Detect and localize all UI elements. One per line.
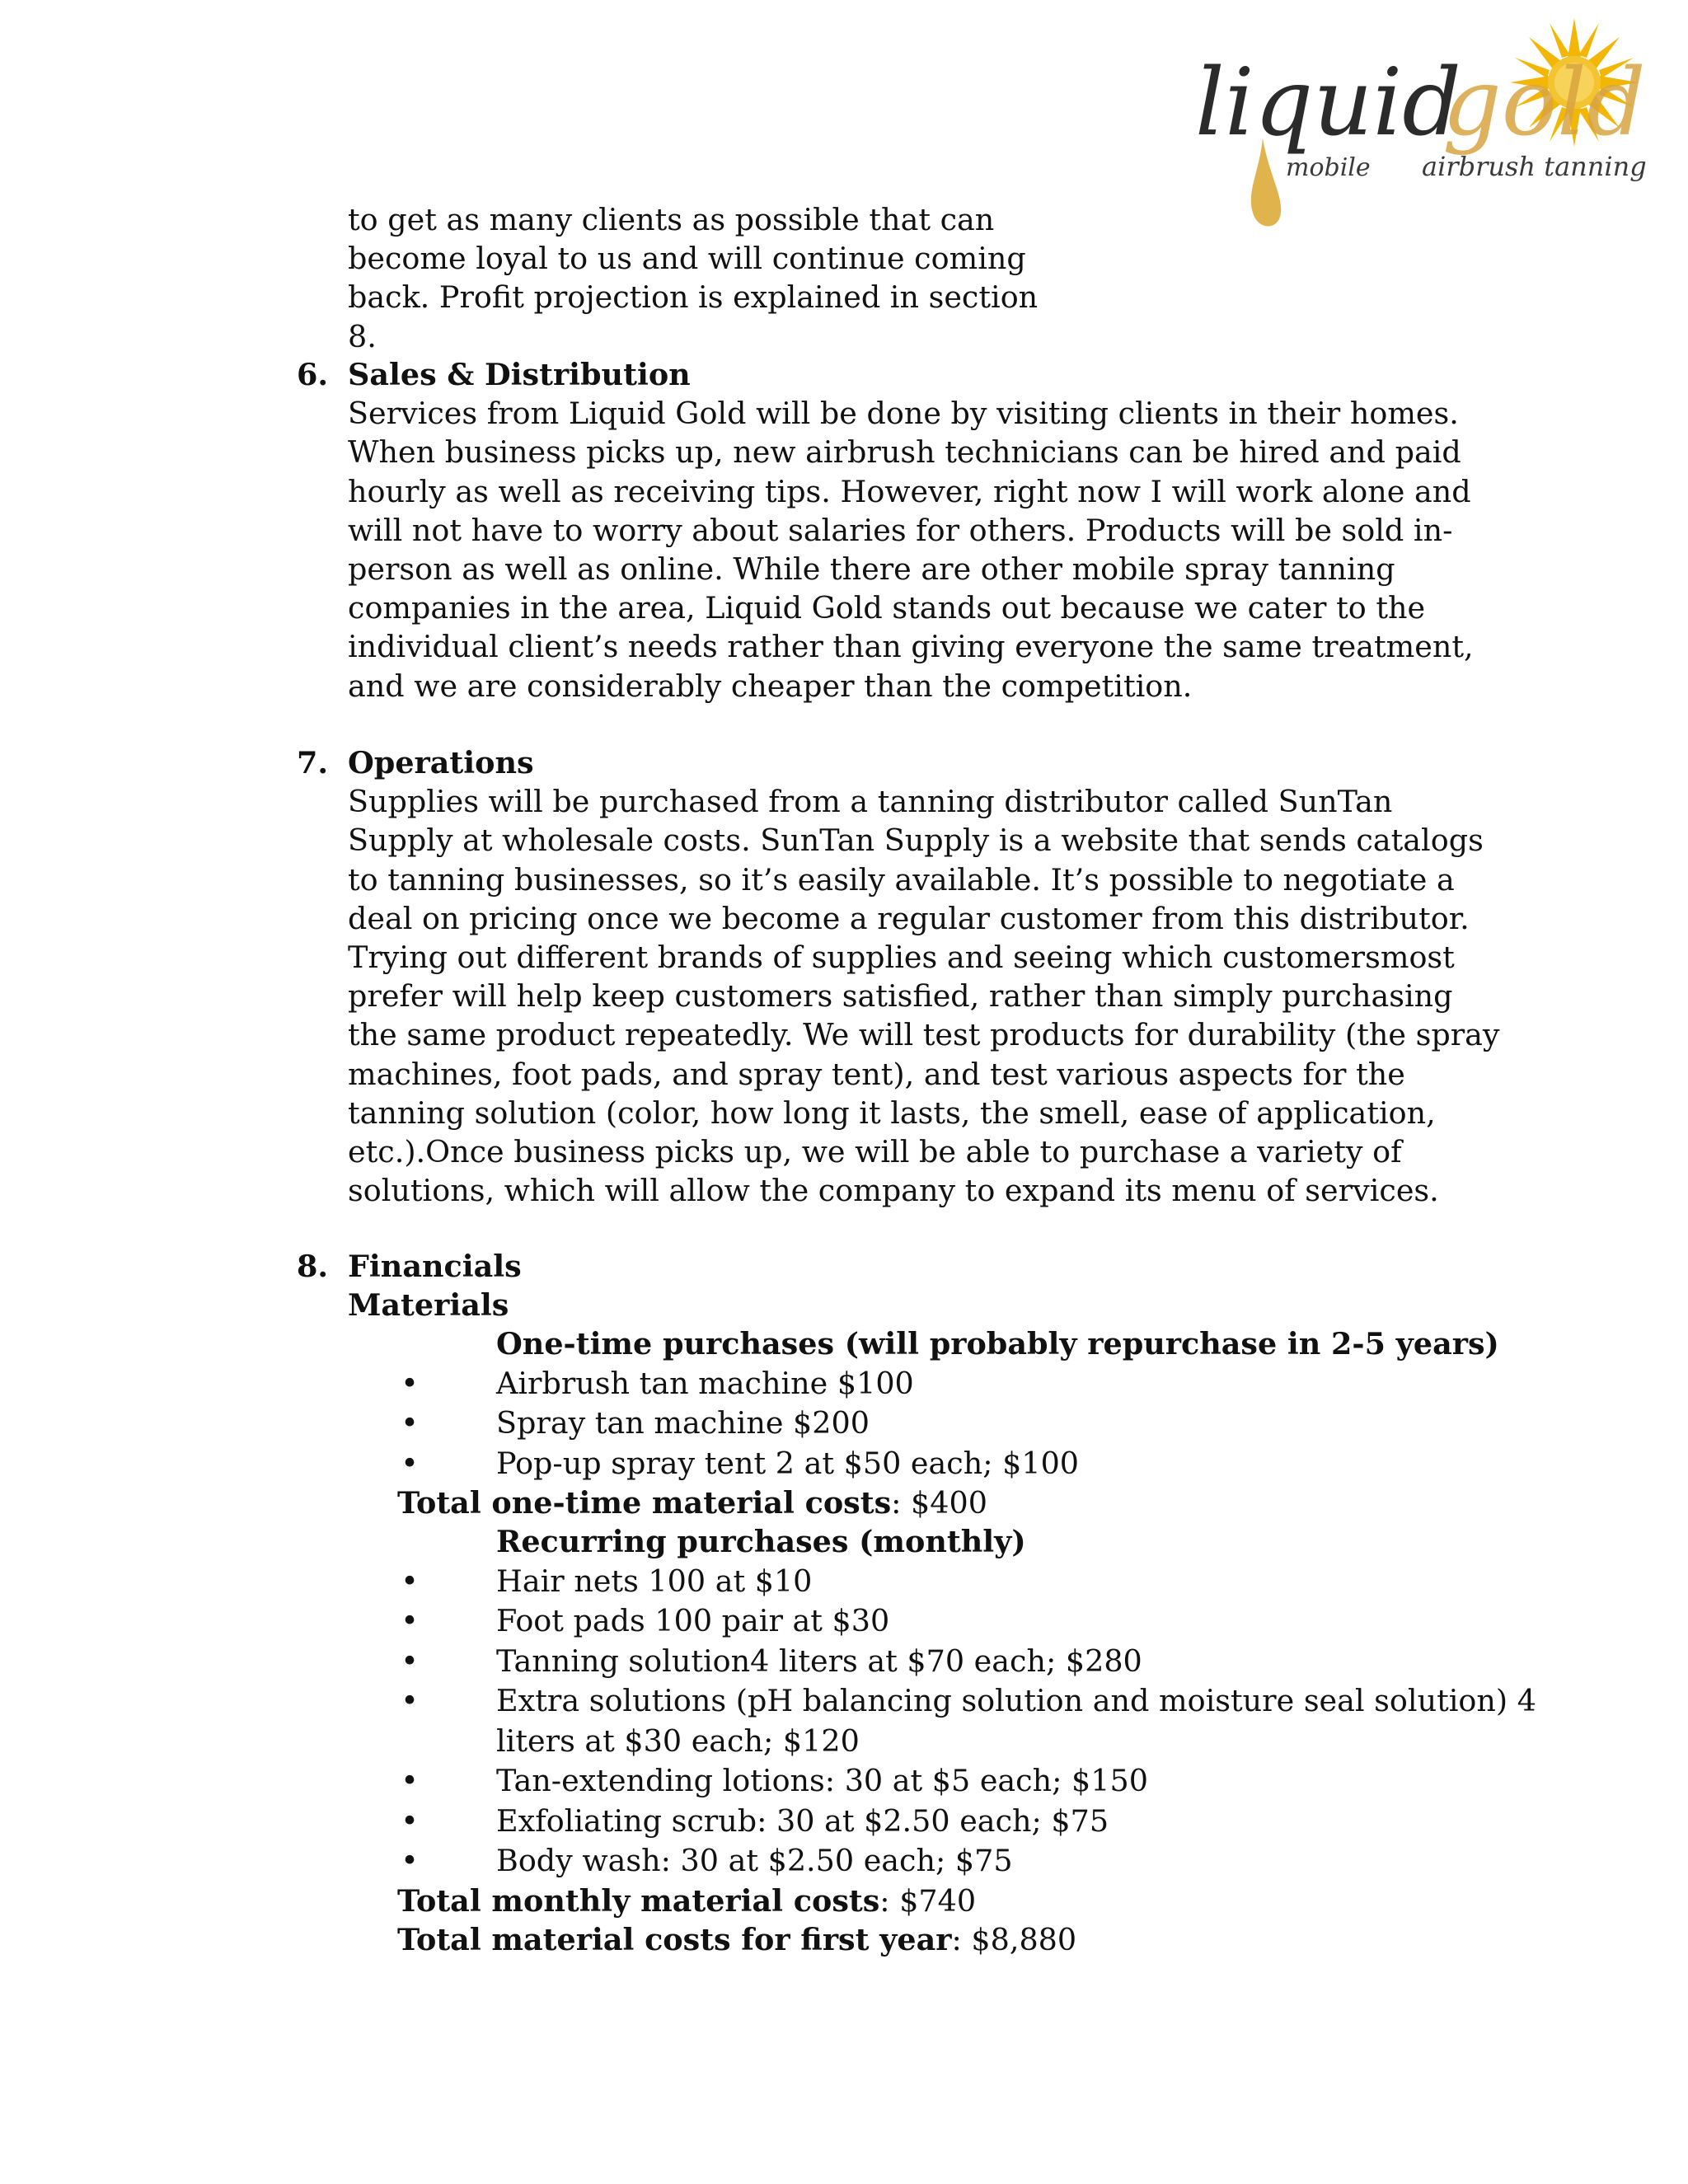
one-time-purchases bbox=[397, 1324, 1500, 1522]
bullet-icon: • bbox=[401, 1603, 419, 1639]
section-number: 7. bbox=[297, 745, 329, 780]
list-item: • Pop-up spray tent 2 at $50 each; $100 bbox=[397, 1444, 1500, 1484]
one-time-heading: One-time purchases (will probably repurchase in 2-5 years) bbox=[496, 1326, 1499, 1362]
list-item: • Tan-extending lotions: 30 at $5 each; $150 bbox=[397, 1761, 1500, 1802]
list-item: • Spray tan machine $200 bbox=[397, 1404, 1500, 1444]
section-title: Operations bbox=[348, 745, 534, 780]
intro-continuation: to get as many clients as possible that can become loyal to us and will continue coming back. Profit projection is explained in section 8. bbox=[348, 202, 1039, 354]
materials-subtitle: Materials bbox=[348, 1287, 509, 1324]
section-sales-distribution bbox=[297, 355, 1500, 705]
one-time-total: Total one-time material costs: $400 bbox=[397, 1485, 987, 1521]
bullet-icon: • bbox=[401, 1563, 419, 1599]
bullet-icon: • bbox=[401, 1405, 419, 1441]
list-item: • Hair nets 100 at $10 bbox=[397, 1562, 1500, 1602]
recurring-heading: Recurring purchases (monthly) bbox=[496, 1524, 1026, 1560]
svg-text:liquid: liquid bbox=[1195, 49, 1461, 157]
bullet-icon: • bbox=[401, 1445, 419, 1481]
svg-text:airbrush tanning: airbrush tanning bbox=[1422, 151, 1647, 182]
bullet-icon: • bbox=[401, 1365, 419, 1401]
section-operations bbox=[297, 743, 1500, 1210]
section-financials bbox=[297, 1247, 1536, 1959]
list-item: • Exfoliating scrub: 30 at $2.50 each; $75 bbox=[397, 1802, 1500, 1842]
bullet-icon: • bbox=[401, 1802, 419, 1839]
first-year-total: Total material costs for first year: $8,880 bbox=[397, 1921, 1077, 1957]
svg-text:mobile: mobile bbox=[1286, 153, 1371, 182]
section-number: 8. bbox=[297, 1249, 329, 1284]
svg-text:gold: gold bbox=[1442, 49, 1646, 157]
section-body: Supplies will be purchased from a tanning distributor called SunTan Supply at wholesale costs. SunTan Supply is a website that sends catalogs to tanning businesses, so it’s easily available. It’s possible to negotiate a deal on pricing once we become a regular customer from this distributor. Trying out different brands of supplies and seeing which customersmost prefer will help keep customers satisfied, rather than simply purchasing the same product repeatedly. We will test products for durability (the spray machines, foot pads, and spray tent), and test various aspects for the tanning solution (color, how long it lasts, the smell, ease of application, etc.).Once business picks up, we will be able to purchase a variety of solutions, which will allow the company to expand its menu of services. bbox=[348, 784, 1500, 1209]
liquid-gold-logo bbox=[1187, 15, 1665, 237]
recurring-purchases bbox=[397, 1522, 1536, 1959]
section-body: Services from Liquid Gold will be done by visiting clients in their homes. When business picks up, new airbrush technicians can be hired and paid hourly as well as receiving tips. However, right now I will work alone and will not have to worry about salaries for others. Products will be sold in-person as well as online. While there are other mobile spray tanning companies in the area, Liquid Gold stands out because we cater to the individual client’s needs rather than giving everyone the same treatment, and we are considerably cheaper than the competition. bbox=[348, 396, 1474, 704]
one-time-list bbox=[397, 1364, 1500, 1484]
list-item: • Foot pads 100 pair at $30 bbox=[397, 1601, 1500, 1642]
list-item: • Tanning solution4 liters at $70 each; $280 bbox=[397, 1642, 1500, 1682]
list-item: • Extra solutions (pH balancing solution and moisture seal solution) 4 liters at $30 each; $120 bbox=[397, 1681, 1584, 1761]
list-item: • Airbrush tan machine $100 bbox=[397, 1364, 1500, 1404]
bullet-icon: • bbox=[401, 1843, 419, 1879]
section-number: 6. bbox=[297, 357, 329, 392]
monthly-total: Total monthly material costs: $740 bbox=[397, 1882, 977, 1919]
recurring-list bbox=[397, 1562, 1536, 1882]
section-title: Sales & Distribution bbox=[348, 357, 691, 392]
bullet-icon: • bbox=[401, 1643, 419, 1679]
bullet-icon: • bbox=[401, 1763, 419, 1799]
list-item: • Body wash: 30 at $2.50 each; $75 bbox=[397, 1841, 1500, 1882]
bullet-icon: • bbox=[401, 1683, 419, 1719]
section-title: Financials bbox=[348, 1249, 522, 1284]
